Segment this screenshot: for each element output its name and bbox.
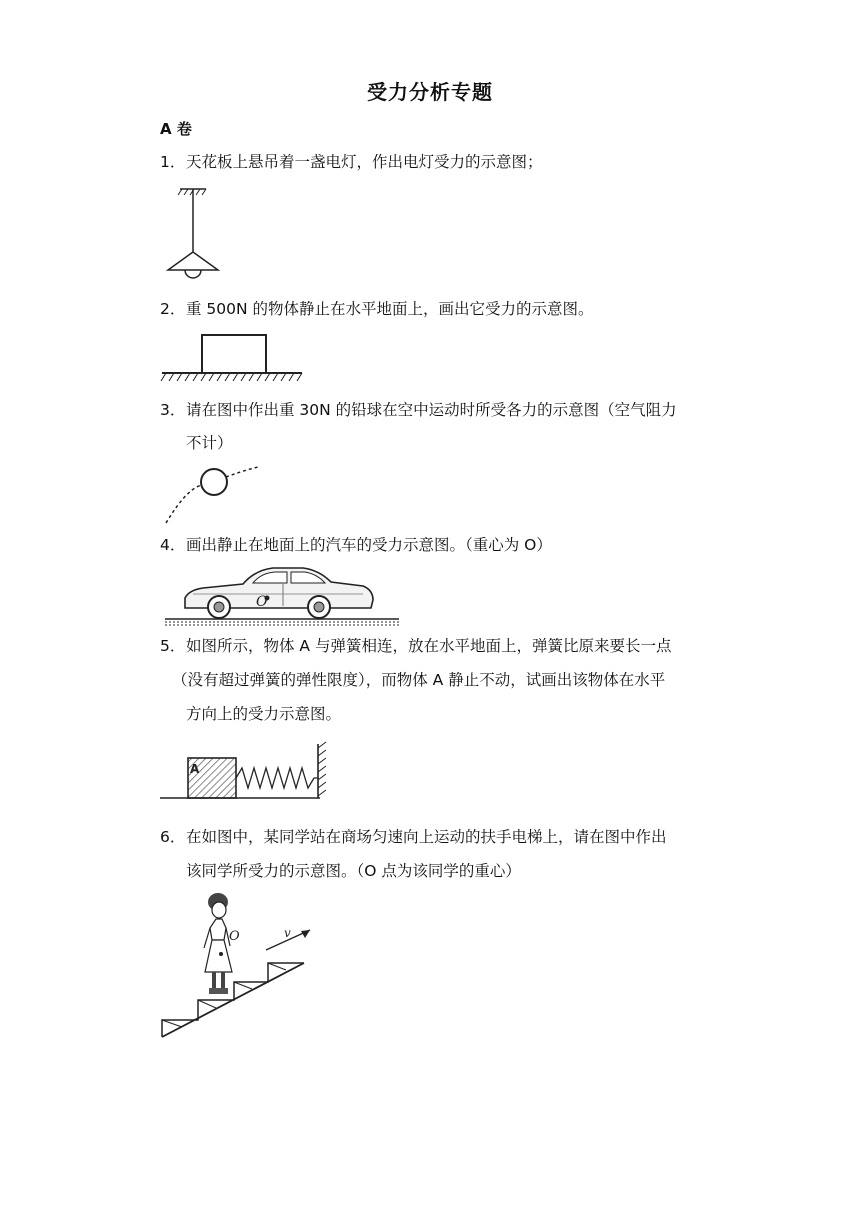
- question-number: 2．: [160, 300, 186, 318]
- question-5: [160, 636, 671, 656]
- question-6-continued: 该同学所受力的示意图。（O 点为该同学的重心）: [186, 862, 521, 880]
- page-title: 受力分析专题: [367, 80, 493, 104]
- question-5-line-3: 方向上的受力示意图。: [186, 705, 342, 723]
- question-number: 1．: [160, 153, 186, 171]
- question-text: 如图所示，物体 A 与弹簧相连，放在水平地面上，弹簧比原来要长一点: [186, 637, 672, 655]
- shot-put-trajectory-figure: [160, 463, 265, 528]
- car-center-label: O: [256, 594, 268, 610]
- car-figure: [163, 562, 403, 630]
- student-center-label: O: [229, 929, 240, 944]
- question-3: [160, 400, 677, 420]
- question-number: 6．: [160, 828, 186, 846]
- question-6: [160, 827, 667, 847]
- velocity-label: v: [284, 926, 291, 940]
- section-heading: A 卷: [160, 120, 192, 138]
- escalator-figure: [160, 890, 320, 1045]
- block-spring-figure: [160, 740, 335, 810]
- question-text: 画出静止在地面上的汽车的受力示意图。（重心为 O）: [186, 536, 552, 554]
- question-number: 5．: [160, 637, 186, 655]
- question-1: [160, 152, 543, 172]
- block-on-ground-figure: [160, 333, 305, 383]
- question-text: 重 500N 的物体静止在水平地面上，画出它受力的示意图。: [186, 300, 594, 318]
- question-5-line-2: （没有超过弹簧的弹性限度），而物体 A 静止不动，试画出该物体在水平: [172, 671, 666, 689]
- question-text: 在如图中，某同学站在商场匀速向上运动的扶手电梯上，请在图中作出: [186, 828, 667, 846]
- question-text: 请在图中作出重 30N 的铅球在空中运动时所受各力的示意图（空气阻力: [186, 401, 677, 419]
- question-4: [160, 535, 552, 555]
- question-3-continued: 不计）: [186, 434, 233, 452]
- question-text: 天花板上悬吊着一盏电灯，作出电灯受力的示意图；: [186, 153, 543, 171]
- question-number: 3．: [160, 401, 186, 419]
- question-2: [160, 299, 594, 319]
- hanging-lamp-figure: [160, 185, 230, 285]
- block-a-label: A: [190, 762, 200, 776]
- question-number: 4．: [160, 536, 186, 554]
